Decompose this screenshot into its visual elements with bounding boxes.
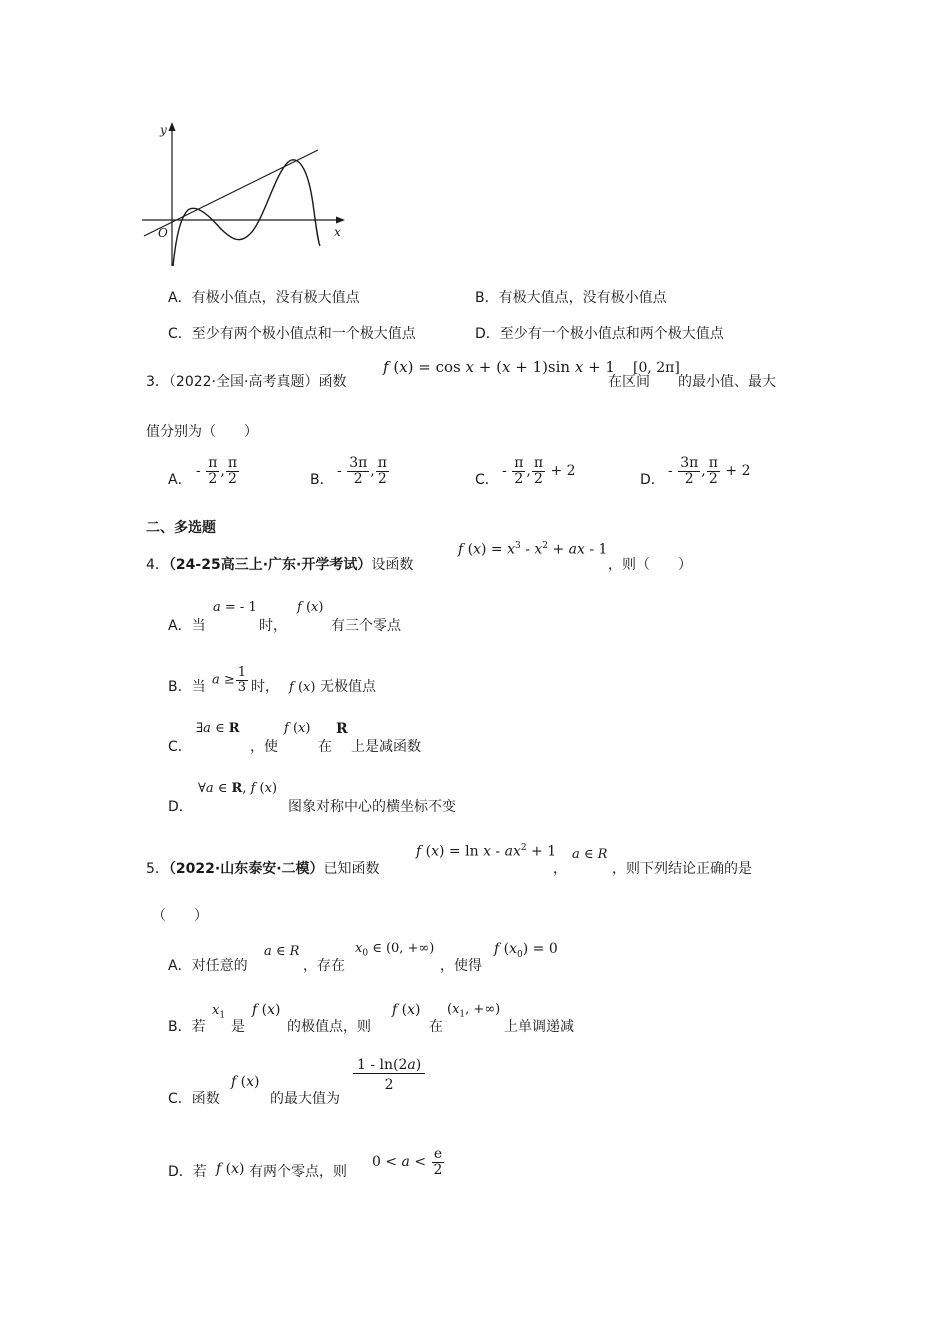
q4-a-text3: 有三个零点 xyxy=(331,618,401,634)
option-letter: D． xyxy=(475,326,500,342)
q5-b-fx1: f (x) xyxy=(252,1002,281,1018)
q4-stem xyxy=(146,554,413,574)
q5-b-text5: 上单调递减 xyxy=(504,1019,574,1035)
y-axis-arrow xyxy=(169,122,176,131)
function-graph xyxy=(138,118,353,273)
q5-b-fx2: f (x) xyxy=(392,1002,421,1018)
q4-a-condition: a = - 1 xyxy=(213,600,257,615)
option-text: 当 xyxy=(191,679,206,695)
question-source: （24-25高三上·广东·开学考试） xyxy=(168,557,372,573)
q4-c-text3: 上是减函数 xyxy=(351,739,421,755)
option-text: 当 xyxy=(191,618,206,634)
option-letter: B． xyxy=(168,679,192,695)
q5-a-math3: f $(x_0) = 0$ xyxy=(494,941,558,960)
q5-formula: f $(x) = \ln x - ax^2 + 1$ xyxy=(416,843,557,860)
option-text: 有极小值点，没有极大值点 xyxy=(191,290,360,306)
q5-c-fx: f (x) xyxy=(231,1074,260,1090)
q3-suffix: 的最小值、最大 xyxy=(678,374,776,390)
q5-a-text2: ，存在 xyxy=(303,958,345,974)
q4-formula: f $(x) = x^3 - x^2$ + ax - 1 xyxy=(458,541,608,558)
q4-c-text2: 在 xyxy=(318,739,332,755)
q3-option-a-math[interactable]: - $\frac{\pi}{2}$ , $\frac{\pi}{2}$ xyxy=(196,455,238,487)
q3-stem-line1 xyxy=(146,371,346,391)
q2-option-c[interactable] xyxy=(168,323,416,343)
q3-option-d-math[interactable]: - $\frac{3\pi}{2}$ , $\frac{\pi}{2}$ + 2 xyxy=(668,455,751,487)
q3-interval-text: 在区间 xyxy=(608,374,650,390)
option-letter: D． xyxy=(168,799,193,815)
q3-option-c-math[interactable]: - $\frac{\pi}{2}$ , $\frac{\pi}{2}$ + 2 xyxy=(502,455,576,487)
q4-option-d[interactable] xyxy=(168,796,193,816)
q5-c-text2: 的最大值为 xyxy=(270,1091,340,1107)
function-curve xyxy=(173,160,320,266)
q3-interval: [0, 2π] xyxy=(633,360,680,376)
stem-text: 已知函数 xyxy=(323,861,380,877)
q5-a-text3: ，使得 xyxy=(440,958,482,974)
option-letter: B． xyxy=(475,290,499,306)
q4-d-text: 图象对称中心的横坐标不变 xyxy=(288,799,456,815)
stem-text: 设函数 xyxy=(371,557,414,573)
q5-option-b[interactable] xyxy=(168,1016,206,1036)
q4-c-condition: ∃a ∈ R xyxy=(196,721,240,736)
q4-d-condition: ∀a ∈ R, f (x) xyxy=(198,781,278,796)
q3-option-c-letter[interactable]: C． xyxy=(475,472,499,488)
x-axis-label: x xyxy=(334,225,341,239)
option-letter: A． xyxy=(168,958,192,974)
y-axis-label: y xyxy=(160,123,167,137)
q5-d-range: 0 < a < $\frac{e}{2}$ xyxy=(372,1146,443,1178)
q4-option-c[interactable] xyxy=(168,736,192,756)
q3-option-a-letter[interactable]: A． xyxy=(168,472,192,488)
q3-formula: f (x) = cos x + (x + 1)sin x + 1 xyxy=(383,358,615,376)
option-text: 有极大值点，没有极小值点 xyxy=(498,290,667,306)
q5-a-math2: $x_0$ ∈ (0, +∞) xyxy=(355,941,435,959)
q5-d-text2: 有两个零点，则 xyxy=(249,1164,347,1180)
tangent-line xyxy=(144,150,318,236)
q5-option-c[interactable] xyxy=(168,1088,220,1108)
q5-suffix: ，则下列结论正确的是 xyxy=(612,861,752,877)
q5-a-math1: a ∈ R xyxy=(264,944,300,959)
option-letter: C． xyxy=(168,326,192,342)
option-letter: C． xyxy=(168,739,192,755)
origin-label: O xyxy=(158,226,168,240)
question-number: 4． xyxy=(146,557,169,573)
option-letter: C． xyxy=(168,1091,192,1107)
option-letter: B． xyxy=(168,1019,192,1035)
q5-b-x1: $x_1$ xyxy=(212,1003,226,1021)
q4-c-text1: ，使 xyxy=(250,739,278,755)
stem-text: 函数 xyxy=(318,374,347,390)
q4-b-text3: 无极值点 xyxy=(320,679,376,695)
q4-a-text2: 时， xyxy=(259,618,287,634)
section-heading: 二、多选题 xyxy=(146,520,216,536)
q2-option-b[interactable] xyxy=(475,287,667,307)
x-axis-arrow xyxy=(336,217,345,224)
q5-d-fx: f (x) xyxy=(216,1161,245,1177)
option-text: 若 xyxy=(192,1164,207,1180)
q3-option-d-letter[interactable]: D． xyxy=(640,472,665,488)
q2-option-d[interactable] xyxy=(475,323,724,343)
q2-option-a[interactable] xyxy=(168,287,360,307)
q4-b-condition: a ≥ $\frac{1}{3}$ xyxy=(212,665,247,695)
question-source: （2022·全国·高考真题） xyxy=(168,374,319,390)
question-number: 3． xyxy=(146,374,169,390)
q3-option-b-letter[interactable]: B． xyxy=(310,472,334,488)
q3-option-b-math[interactable]: - $\frac{3\pi}{2}$ , $\frac{\pi}{2}$ xyxy=(337,455,387,487)
option-letter: A． xyxy=(168,290,192,306)
q5-b-interval: ($x_1$, +∞) xyxy=(447,1002,501,1020)
q4-option-b[interactable] xyxy=(168,676,206,696)
q5-b-text2: 是 xyxy=(231,1019,245,1035)
q4-a-fx: f (x) xyxy=(297,600,324,615)
q3-stem-line2: 值分别为（ ） xyxy=(146,424,258,440)
q4-suffix: ，则（ ） xyxy=(608,557,692,573)
q5-c-max: $\frac{1 - \ln(2a)}{2}$ xyxy=(352,1058,426,1092)
q5-condition: a ∈ R xyxy=(572,847,608,862)
q4-c-fx: f (x) xyxy=(284,721,311,736)
q5-sep: ， xyxy=(553,861,567,877)
option-text: 至少有两个极小值点和一个极大值点 xyxy=(191,326,416,342)
option-letter: D． xyxy=(168,1164,193,1180)
q4-b-fx: f (x) xyxy=(289,680,316,695)
option-text: 对任意的 xyxy=(191,958,248,974)
q5-option-d[interactable] xyxy=(168,1161,207,1181)
q5-b-text4: 在 xyxy=(429,1019,443,1035)
q5-stem-line2: （ ） xyxy=(152,908,208,924)
option-text: 函数 xyxy=(191,1091,220,1107)
q5-stem xyxy=(146,858,380,878)
option-letter: A． xyxy=(168,618,192,634)
q4-option-a[interactable] xyxy=(168,615,206,635)
option-text: 至少有一个极小值点和两个极大值点 xyxy=(499,326,724,342)
option-text: 若 xyxy=(191,1019,206,1035)
q5-b-text3: 的极值点，则 xyxy=(287,1019,371,1035)
q5-option-a[interactable] xyxy=(168,955,248,975)
question-source: （2022·山东泰安·二模） xyxy=(168,861,324,877)
q4-b-text2: 时， xyxy=(251,679,279,695)
q4-c-reals: R xyxy=(336,721,348,737)
question-number: 5． xyxy=(146,861,169,877)
